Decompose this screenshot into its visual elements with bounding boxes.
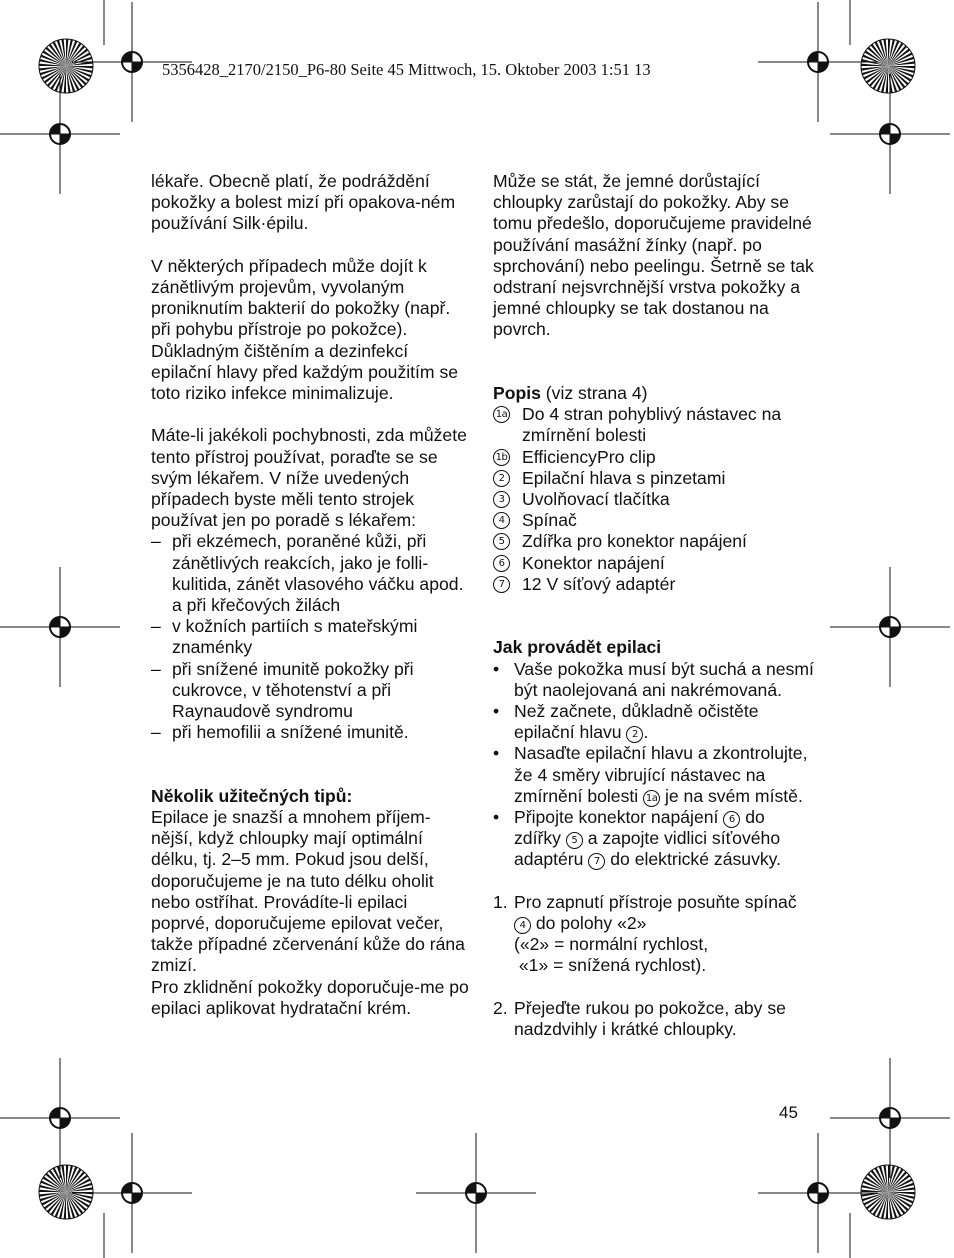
- step-text: «1» = snížená rychlost).: [514, 955, 707, 976]
- registration-target-icon: [416, 1133, 536, 1253]
- part-item: [493, 404, 815, 446]
- part-item: [493, 510, 815, 531]
- step-text: do polohy «2»: [531, 913, 647, 934]
- paragraph: Pro zklidnění pokožky doporučuje-me po epilaci aplikovat hydratační krém.: [151, 976, 469, 1018]
- dash-marker: –: [151, 531, 161, 552]
- part-label: Epilační hlava s pinzetami: [522, 467, 726, 488]
- step-text: Přejeďte rukou po pokožce, aby se nadzdvihly i krátké chloupky.: [514, 997, 786, 1040]
- list-item: [151, 616, 469, 658]
- print-header: 5356428_2170/2150_P6-80 Seite 45 Mittwoch, 15. Oktober 2003 1:51 13: [162, 60, 651, 79]
- part-number-badge: 1b: [493, 449, 510, 466]
- list-item-text: v kožních partiích s mateřskými znaménky: [172, 616, 418, 658]
- part-reference-badge: 7: [588, 853, 605, 870]
- numbered-step: [493, 998, 815, 1040]
- dash-marker: –: [151, 616, 161, 637]
- list-item-text: je na svém místě.: [660, 785, 803, 806]
- starburst-mark-icon: [861, 1165, 915, 1219]
- part-item: [493, 553, 815, 574]
- list-item: [493, 659, 815, 701]
- part-label: 12 V síťový adaptér: [522, 573, 676, 594]
- paragraph: Máte-li jakékoli pochybnosti, zda můžete tento přístroj používat, poraďte se se svým lékařem. V níže uvedených případech byste měli tento strojek používat jen po poradě s lékařem:: [151, 425, 467, 531]
- list-item-text: .: [643, 722, 649, 743]
- registration-target-icon: [0, 1058, 120, 1178]
- registration-target-icon: [72, 1133, 192, 1253]
- page-number: 45: [779, 1103, 798, 1122]
- part-label: Do 4 stran pohyblivý nástavec na zmírnění bolesti: [522, 404, 782, 446]
- bullet-marker: •: [493, 743, 500, 764]
- list-item-text: Vaše pokožka musí být suchá a nesmí být naolejovaná ani nakrémovaná.: [514, 658, 814, 700]
- section-heading: Několik užitečných tipů:: [151, 785, 353, 806]
- dash-marker: –: [151, 658, 161, 679]
- section-heading: Popis: [493, 383, 541, 404]
- part-label: Konektor napájení: [522, 552, 665, 573]
- part-label: Uvolňovací tlačítka: [522, 489, 670, 510]
- list-item-text: a zapojte vidlici síťového adaptéru: [514, 828, 781, 870]
- list-item: [151, 531, 469, 616]
- registration-target-icon: [0, 567, 120, 687]
- step-number: 1.: [493, 891, 508, 912]
- part-reference-badge: 5: [566, 832, 583, 849]
- part-reference-badge: 1a: [643, 790, 660, 807]
- part-reference-badge: 6: [723, 811, 740, 828]
- step-text: Pro zapnutí přístroje posuňte spínač: [514, 891, 797, 912]
- bullet-marker: •: [493, 807, 500, 828]
- registration-target-icon: [758, 1133, 878, 1253]
- part-item: [493, 447, 815, 468]
- part-label: Zdířka pro konektor napájení: [522, 531, 747, 552]
- page-reference: (viz strana 4): [540, 383, 648, 404]
- part-number-badge: 4: [493, 512, 510, 529]
- bullet-marker: •: [493, 701, 500, 722]
- list-item: [493, 701, 815, 743]
- step-number: 2.: [493, 997, 508, 1018]
- list-item-text: při snížené imunitě pokožky při cukrovce, v těhotenství a při Raynaudově syndromu: [172, 658, 414, 722]
- part-label: EfficiencyPro clip: [522, 446, 656, 467]
- right-column: [493, 171, 815, 1040]
- part-label: Spínač: [522, 510, 577, 531]
- part-item: [493, 531, 815, 552]
- list-item: [493, 743, 815, 807]
- paragraph: Epilace je snazší a mnohem příjem-nější, když chloupky mají optimální délku, tj. 2–5 mm. Pokud jsou delší, doporučujeme je na tuto délku oholit nebo ostříhat. Provádíte-li epilaci poprvé, doporučujeme epilovat večer, takže případné zčervenání kůže do rána zmizí.: [151, 807, 465, 976]
- numbered-step: [493, 892, 815, 977]
- paragraph: V některých případech může dojít k zánětlivým projevům, vyvolaným proniknutím bakterií do pokožky (např. při pohybu přístroje po pokožce). Důkladným čištěním a dezinfekcí epilační hlavy před každým použitím se toto riziko infekce minimalizuje.: [151, 255, 459, 404]
- bullet-marker: •: [493, 658, 500, 679]
- list-item-text: do elektrické zásuvky.: [605, 849, 782, 870]
- part-number-badge: 2: [493, 470, 510, 487]
- list-item-text: Připojte konektor napájení: [514, 807, 724, 828]
- list-item-text: Než začnete, důkladně očistěte epilační hlavu: [514, 701, 759, 743]
- part-reference-badge: 2: [626, 726, 643, 743]
- registration-target-icon: [0, 74, 120, 194]
- section-heading: Jak provádět epilaci: [493, 637, 662, 658]
- list-item-text: při ekzémech, poraněné kůži, při zánětlivých reakcích, jako je folli-kulitida, zánět vlasového váčku apod. a při křečových žilách: [172, 531, 464, 616]
- registration-target-icon: [830, 1058, 950, 1178]
- starburst-mark-icon: [861, 39, 915, 93]
- starburst-mark-icon: [39, 39, 93, 93]
- registration-target-icon: [830, 567, 950, 687]
- list-item: [151, 722, 469, 743]
- list-item-text: Nasaďte epilační hlavu a zkontrolujte, že 4 směry vibrující nástavec na zmírnění bolesti: [514, 743, 808, 806]
- paragraph: Může se stát, že jemné dorůstající chloupky zarůstají do pokožky. Aby se tomu předešlo, doporučujeme pravidelné používání masážní žínky (např. po sprchování) nebo peelingu. Šetrně se tak odstraní nejsvrchnější vrstva pokožky a jemné chloupky se tak dostanou na povrch.: [493, 171, 814, 340]
- part-number-badge: 1a: [493, 406, 510, 423]
- paragraph: lékaře. Obecně platí, že podráždění pokožky a bolest mizí při opakova-ném používání Silk·épilu.: [151, 171, 456, 234]
- list-item: [493, 807, 815, 871]
- part-number-badge: 3: [493, 491, 510, 508]
- part-item: [493, 489, 815, 510]
- starburst-mark-icon: [39, 1165, 93, 1219]
- part-reference-badge: 4: [514, 917, 531, 934]
- part-number-badge: 7: [493, 576, 510, 593]
- step-text: («2» = normální rychlost,: [514, 934, 709, 955]
- list-item: [151, 659, 469, 723]
- part-item: [493, 574, 815, 595]
- popis-line: [493, 383, 815, 404]
- part-item: [493, 468, 815, 489]
- registration-target-icon: [830, 74, 950, 194]
- part-number-badge: 6: [493, 555, 510, 572]
- list-item-text: do zdířky: [514, 807, 765, 849]
- part-number-badge: 5: [493, 533, 510, 550]
- dash-marker: –: [151, 722, 161, 743]
- list-item-text: při hemofilii a snížené imunitě.: [172, 722, 409, 743]
- left-column: [151, 171, 469, 1019]
